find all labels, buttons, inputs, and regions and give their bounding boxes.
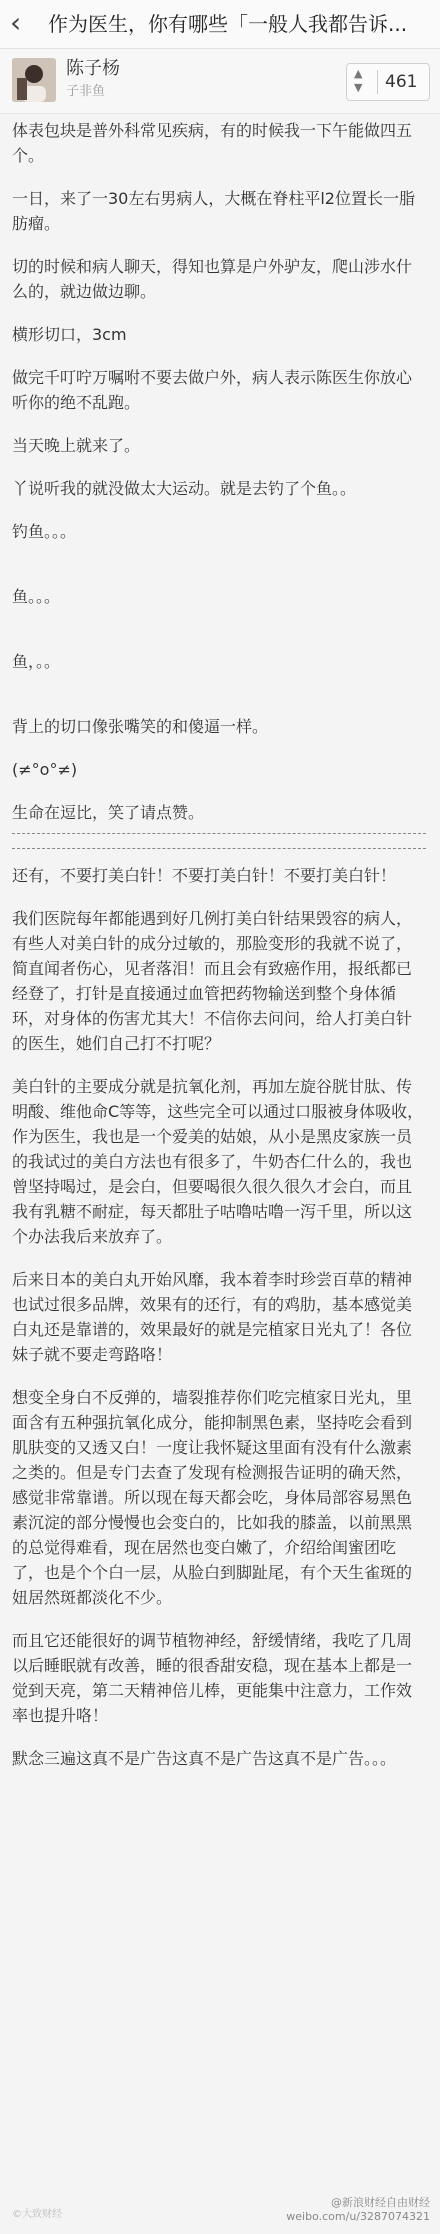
- watermark-right-bottom: weibo.com/u/3287074321: [286, 2210, 430, 2223]
- paragraph: 横形切口，3cm: [12, 325, 127, 344]
- paragraph: (≠°o°≠): [12, 760, 78, 779]
- paragraph: 而且它还能很好的调节植物神经，舒缓情绪，我吃了几周以后睡眠就有改善，睡的很香甜安稳，现在基本上都是一觉到天亮，第二天精神倍儿棒，更能集中注意力，工作效率也提升咯！: [12, 1631, 413, 1725]
- paragraph: 背上的切口像张嘴笑的和傻逼一样。: [12, 717, 269, 736]
- paragraph: 后来日本的美白丸开始风靡，我本着李时珍尝百草的精神也试过很多品牌，效果有的还行，有的鸡肋，基本感觉美白丸还是靠谱的，效果最好的就是完植家日光丸了！各位妹子就不要走弯路咯！: [12, 1270, 413, 1364]
- paragraph: 默念三遍这真不是广告这真不是广告这真不是广告。。。: [12, 1749, 397, 1768]
- paragraph: 美白针的主要成分就是抗氧化剂，再加左旋谷胱甘肽、传明酸、维他命C等等，这些完全可以通过口服被身体吸收，作为医生，我也是一个爱美的姑娘，从小是黑皮家族一员的我试过的美白方法也有很多了，牛奶杏仁什么的，我也曾坚持喝过，是会白，但要喝很久很久很久才会白，而且我有乳糖不耐症，每天都肚子咕噜咕噜一泻千里，所以这个办法我后来放弃了。: [12, 1077, 424, 1246]
- avatar[interactable]: [12, 58, 56, 102]
- top-bar: [0, 0, 440, 49]
- paragraph: 钓鱼。。。: [12, 522, 77, 541]
- watermark-right-top: @新浪财经自由财经: [331, 2196, 430, 2209]
- paragraph: 我们医院每年都能遇到好几例打美白针结果毁容的病人，有些人对美白针的成分过敏的，那脸变形的我就不说了，简直闻者伤心，见者落泪！而且会有致癌作用，报纸都已经登了，打针是直接通过血管把药物输送到整个身体循环，对身体的伤害尤其大！不信你去问问，给人打美白针的医生，她们自己打不打呢？: [12, 909, 413, 1053]
- author-name[interactable]: 陈子杨: [66, 58, 120, 79]
- watermark-left: ©大致财经: [12, 2209, 62, 2220]
- avatar-image: [12, 58, 56, 102]
- vote-arrows-icon: ▲ ▼: [354, 67, 363, 94]
- watermark-right: [286, 2196, 430, 2224]
- author-bio: 子非鱼: [66, 84, 106, 99]
- chevron-left-icon[interactable]: ‹: [10, 6, 22, 39]
- answer-content: [12, 118, 426, 1789]
- paragraph: 切的时候和病人聊天，得知也算是户外驴友，爬山涉水什么的，就边做边聊。: [12, 257, 413, 301]
- paragraph: 还有，不要打美白针！不要打美白针！不要打美白针！: [12, 866, 397, 885]
- divider: [12, 833, 426, 834]
- author-profile: [0, 49, 440, 114]
- vote-button[interactable]: [346, 63, 430, 101]
- paragraph: 体表包块是普外科常见疾病，有的时候我一下午能做四五个。: [12, 121, 413, 165]
- paragraph: 鱼。。。: [12, 587, 61, 606]
- paragraph: 想变全身白不反弹的，墙裂推荐你们吃完植家日光丸，里面含有五种强抗氧化成分，能抑制黑色素，坚持吃会看到肌肤变的又透又白！一度让我怀疑这里面有没有什么激素之类的。但是专门去查了发现有检测报告证明的确天然，感觉非常靠谱。所以现在每天都会吃，身体局部容易黑色素沉淀的部分慢慢也会变白的，比如我的膝盖，以前黑黑的总觉得难看，现在居然也变白嫩了，介绍给闺蜜团吃了，也是个个白一层，从脸白到脚趾尾，有个天生雀斑的妞居然斑都淡化不少。: [12, 1388, 413, 1607]
- page-title: 作为医生，你有哪些「一般人我都告诉...: [48, 12, 408, 36]
- paragraph: 生命在逗比，笑了请点赞。: [12, 803, 205, 822]
- divider: [12, 848, 426, 849]
- vote-count: 461: [385, 72, 418, 92]
- paragraph: 丫说听我的就没做太大运动。就是去钓了个鱼。。: [12, 479, 357, 498]
- paragraph: 做完千叮咛万嘱咐不要去做户外，病人表示陈医生你放心听你的绝不乱跑。: [12, 368, 413, 412]
- paragraph: 一日，来了一30左右男病人，大概在脊柱平l2位置长一脂肪瘤。: [12, 189, 415, 233]
- vote-divider: [377, 70, 378, 94]
- paragraph: 鱼，。。: [12, 652, 61, 671]
- paragraph: 当天晚上就来了。: [12, 436, 141, 455]
